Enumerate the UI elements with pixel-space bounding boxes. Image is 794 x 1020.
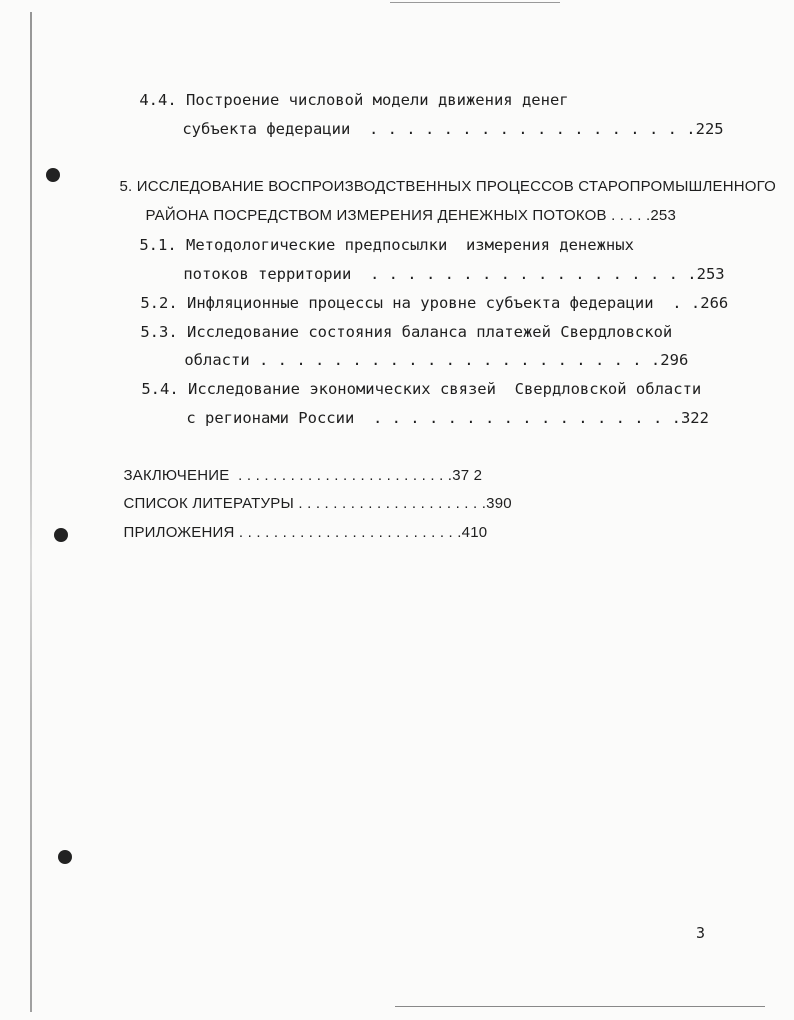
toc-entry-title: потоков территории (183, 265, 352, 283)
toc-entry-title: субъекта федерации (182, 120, 351, 138)
toc-leader-dots: . . . . . . . . . . . . . . . . . . (369, 265, 697, 283)
toc-entry-number: 5.4. (141, 380, 179, 398)
toc-entry-title: ПРИЛОЖЕНИЯ (123, 524, 235, 541)
toc-leader-dots: . . . . . . . . . . . . . . . . . . . . . . . . . . (238, 524, 462, 541)
page-number: 3 (696, 924, 706, 942)
punch-hole-mark (58, 850, 72, 864)
toc-entry-number: 5. (119, 178, 133, 195)
toc-appendices (106, 503, 487, 563)
toc-entry-title: ИССЛЕДОВАНИЕ ВОСПРОИЗВОДСТВЕННЫХ ПРОЦЕССОВ СТАРОПРОМЫШЛЕННОГО (136, 178, 777, 195)
toc-entry-5-4-cont (149, 388, 709, 448)
toc-leader-dots: . . . . . . . . . . . . . . . . . . . . . . . . . (238, 467, 453, 484)
toc-leader-dots: . . . . . . . . . . . . . . . . . (372, 409, 681, 427)
toc-leader-dots: . . . . . . . . . . . . . . . . . . (368, 120, 696, 138)
toc-entry-title: ЗАКЛЮЧЕНИЕ (123, 467, 230, 484)
toc-entry-number: 4.4. (139, 91, 177, 109)
toc-entry-title: с регионами России (186, 409, 355, 427)
toc-page-number: 225 (695, 120, 724, 138)
scan-top-line (390, 2, 560, 3)
toc-page-number: 253 (650, 207, 677, 224)
toc-entry-title: РАЙОНА ПОСРЕДСТВОМ ИЗМЕРЕНИЯ ДЕНЕЖНЫХ ПОТОКОВ (145, 207, 607, 224)
toc-entry-number: 5.1. (139, 236, 177, 254)
toc-entry-title: области (184, 351, 250, 369)
toc-entry-number: 5.2. (140, 294, 178, 312)
toc-page-number: 390 (486, 495, 512, 512)
toc-entry-title: Построение числовой модели движения денег (186, 91, 569, 109)
toc-page-number: 322 (680, 409, 709, 427)
toc-page-number: 253 (696, 265, 725, 283)
toc-entry-title: Исследование состояния баланса платежей Свердловской (187, 323, 673, 341)
toc-entry-title: Исследование экономических связей Свердловской области (188, 380, 702, 398)
toc-leader-dots: . . . . . (611, 207, 651, 224)
punch-hole-mark (46, 168, 60, 182)
toc-entry-title: СПИСОК ЛИТЕРАТУРЫ (123, 495, 294, 512)
scan-left-edge (30, 12, 32, 1012)
toc-leader-dots: . . . . . . . . . . . . . . . . . . . . . . (259, 351, 661, 369)
toc-leader-dots: . . (672, 294, 701, 312)
punch-hole-mark (54, 528, 68, 542)
toc-page-number: 266 (700, 294, 729, 312)
toc-entry-4-4-cont (145, 99, 724, 159)
toc-page-number: 410 (461, 524, 488, 541)
toc-entry-title: Инфляционные процессы на уровне субъекта федерации (187, 294, 654, 312)
scan-bottom-line (395, 1006, 765, 1007)
toc-page-number: 37 2 (452, 467, 483, 484)
toc-entry-title: Методологические предпосылки измерения денежных (186, 236, 634, 254)
toc-entry-number: 5.3. (140, 323, 178, 341)
toc-page-number: 296 (660, 351, 689, 369)
toc-leader-dots: . . . . . . . . . . . . . . . . . . . . . . (298, 495, 487, 512)
